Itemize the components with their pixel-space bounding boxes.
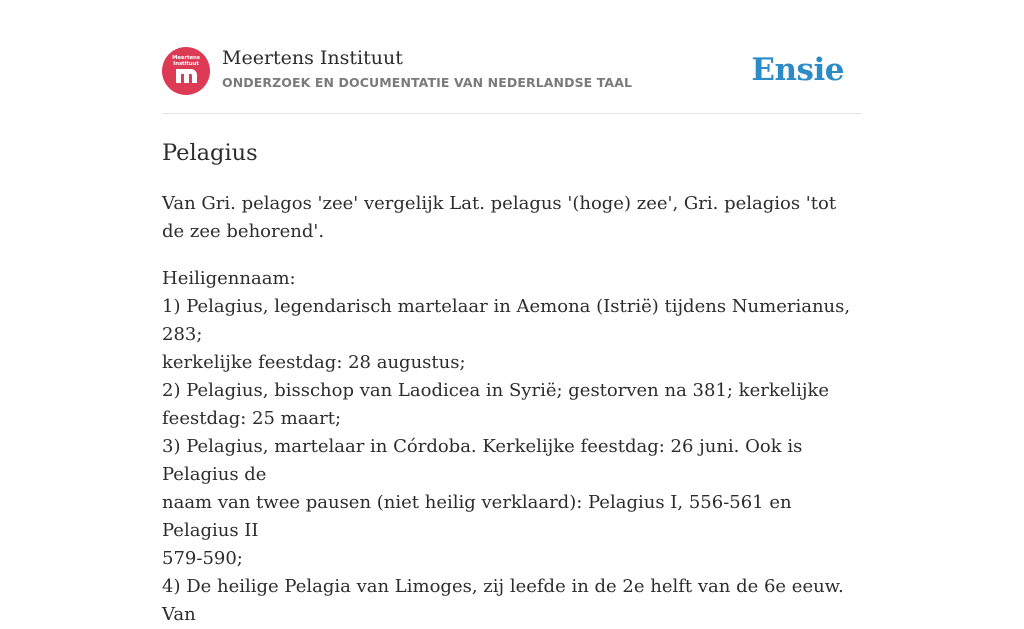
site-header	[162, 46, 862, 114]
text-line: 1) Pelagius, legendarisch martelaar in Aemona (Istrië) tijdens Numerianus, 283;	[162, 296, 851, 345]
text-line: naam van twee pausen (niet heilig verklaard): Pelagius I, 556-561 en Pelagius II	[162, 492, 792, 541]
text-line: 4) De heilige Pelagia van Limoges, zij leefde in de 2e helft van de 6e eeuw. Van	[162, 576, 844, 625]
ensie-brand-link[interactable]: Ensie	[751, 52, 844, 88]
org-tagline: ONDERZOEK EN DOCUMENTATIE VAN NEDERLANDSE TAAL	[222, 75, 633, 90]
logo-text-line1: Meertens	[172, 55, 200, 61]
text-line: kerkelijke feestdag: 28 augustus;	[162, 352, 466, 373]
text-line: 579-590;	[162, 548, 243, 569]
text-line: feestdag: 25 maart;	[162, 408, 342, 429]
logo-text-line2: Instituut	[173, 61, 199, 67]
header-divider	[162, 113, 862, 114]
text-line: Heiligennaam:	[162, 268, 296, 289]
saints-paragraph	[162, 265, 862, 629]
etymology-paragraph: Van Gri. pelagos 'zee' vergelijk Lat. pelagus '(hoge) zee', Gri. pelagios 'tot de zee behorend'.	[162, 193, 837, 242]
meertens-logo-icon[interactable]	[162, 47, 210, 95]
text-line: 3) Pelagius, martelaar in Córdoba. Kerkelijke feestdag: 26 juni. Ook is Pelagius de	[162, 436, 803, 485]
page-title: Pelagius	[162, 140, 258, 166]
logo-m-glyph	[176, 69, 197, 83]
org-name[interactable]: Meertens Instituut	[222, 47, 403, 69]
text-line: 2) Pelagius, bisschop van Laodicea in Syrië; gestorven na 381; kerkelijke	[162, 380, 830, 401]
